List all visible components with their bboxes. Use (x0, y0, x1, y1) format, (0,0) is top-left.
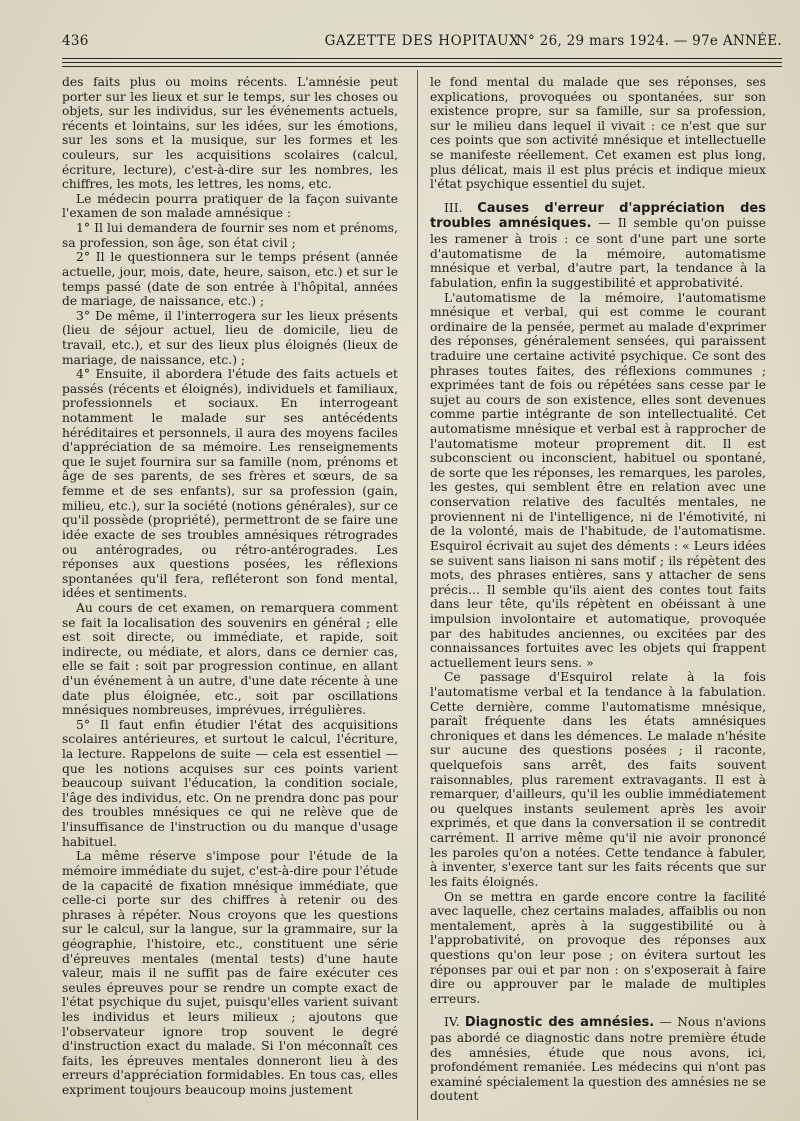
list-item: 5° Il faut enfin étudier l'état des acquisitions scolaires antérieures, et surtout le calcul, l'écriture, la lecture. Rappelons de suite — cela est essentiel — que les notions acquises sur ces points varient beaucoup suivant l'éducation, la condition sociale, l'âge des individus, etc. On ne prendra donc pas pour des troubles mnésiques ce qui ne relève que de l'insuffisance de l'instruction ou du manque d'usage habituel. (62, 717, 398, 849)
paragraph: On se mettra en garde encore contre la facilité avec laquelle, chez certains malades, affaiblis ou non mentalement, après à la suggestibilité ou à l'approbativité, on provoque des réponses aux questions qu'on leur pose ; on évitera surtout les réponses par oui et par non : on s'exposerait à faire dire ou approuver par le malade de multiples erreurs. (430, 889, 766, 1006)
section-title: Causes d'erreur d'appréciation des troubles amnésiques. (430, 200, 766, 232)
paragraph: Ce passage d'Esquirol relate à la fois l'automatisme verbal et la tendance à la fabulation. Cette dernière, comme l'automatisme mnésique, paraît fréquente dans les états amnésiques chroniques et dans les démences. Le malade n'hésite sur aucune des questions posées ; il raconte, quelquefois sans arrêt, des faits souvent raisonnables, plus rarement extravagants. Il est à remarquer, d'ailleurs, qu'il les oublie immédiatement ou quelques instants seulement après les avoir exprimés, et que dans la conversation il se contredit carrément. Il arrive même qu'il nie avoir prononcé les paroles qu'on a notées. Cette tendance à fabuler, à inventer, s'exerce tant sur les faits récents que sur les faits éloignés. (430, 670, 766, 889)
section-lead: — Nous n'avions pas abordé ce diagnostic dans notre première étude des amnésies, étude que nous avons, ici, profondément remaniée. Les médecins qui n'ont pas examiné spécialement la question des amnésies ne se doutent (430, 1015, 766, 1104)
header-rule (62, 58, 782, 59)
paragraph: L'automatisme de la mémoire, l'automatisme mnésique et verbal, qui est comme le courant ordinaire de la pensée, permet au malade d'exprimer des réponses, généralement sensées, qui paraissent traduire une certaine activité psychique. Ce sont des phrases toutes faites, des réflexions communes ; exprimées tant de fois ou répétées sans cesse par le sujet au cours de son existence, elles sont devenues comme partie intégrante de son intellectualité. Cet automatisme mnésique et verbal est à rapprocher de l'automatisme moteur proprement dit. Il est subconscient ou inconscient, habituel ou spontané, de sorte que les réponses, les remarques, les paroles, les gestes, qui semblent être en relation avec une conservation relative des facultés mentales, ne proviennent ni de l'intelligence, ni de l'émotivité, ni de la volonté, mais de l'habitude, de l'automatisme. Esquirol écrivait au sujet des déments : « Leurs idées se suivent sans liaison ni sans motif ; ils répètent des mots, des phrases entières, sans y attacher de sens précis... Il semble qu'ils aient des contes tout faits dans leur tête, qu'ils répètent en obéissant à une impulsion involontaire et automatique, provoquée par des habitudes anciennes, ou excitées par des connaissances fortuites avec les objets qui frappent actuellement leurs sens. » (430, 290, 766, 670)
header-rule (62, 66, 782, 67)
right-column (430, 75, 766, 1104)
journal-title: GAZETTE DES HOPITAUX (324, 33, 520, 49)
issue-info: N° 26, 29 mars 1924. — 97e ANNÉE. (515, 33, 782, 49)
section-lead: — Il semble qu'on puisse les ramener à trois : ce sont d'une part une sorte d'automatisme de la mémoire, automatisme mnésique et verbal, d'autre part, la tendance à la fabulation, enfin la suggestibilité et approbativité. (430, 216, 766, 290)
page-number: 436 (62, 33, 89, 49)
section-4-heading (430, 1015, 766, 1104)
list-item: 2° Il le questionnera sur le temps présent (année actuelle, jour, mois, date, heure, saison, etc.) et sur le temps passé (date de son entrée à l'hôpital, années de mariage, de naissance, etc.) ; (62, 250, 398, 309)
paragraph: Au cours de cet examen, on remarquera comment se fait la localisation des souvenirs en général ; elle est soit directe, ou immédiate, et rapide, soit indirecte, ou médiate, et alors, dans ce dernier cas, elle se fait : soit par progression continue, en allant d'un événement à un autre, d'une date récente à une date plus éloignée, etc., soit par oscillations mnésiques nombreuses, imprévues, irrégulières. (62, 600, 398, 718)
paragraph: La même réserve s'impose pour l'étude de la mémoire immédiate du sujet, c'est-à-dire pour l'étude de la capacité de fixation mnésique immédiate, que celle-ci porte sur des chiffres à retenir ou des phrases à répéter. Nous croyons que les questions sur le calcul, sur la langue, sur la grammaire, sur la géographie, l'histoire, etc., constituent une série d'épreuves mentales (mental tests) d'une haute valeur, mais il ne suffit pas de faire exécuter ces seules épreuves pour se rendre un compte exact de l'état psychique du sujet, puisqu'elles varient suivant les individus et leurs milieux ; ajoutons que l'observateur ignore trop souvent le degré d'instruction exact du malade. Si l'on méconnaît ces faits, les épreuves mentales donneront lieu à des erreurs d'appréciation formidables. En tous cas, elles expriment toujours beaucoup moins justement (62, 849, 398, 1098)
running-header (62, 33, 782, 55)
list-item: 1° Il lui demandera de fournir ses nom et prénoms, sa profession, son âge, son état civil ; (62, 221, 398, 250)
paragraph: Le médecin pourra pratiquer de la façon suivante l'examen de son malade amnésique : (62, 191, 398, 221)
paragraph: des faits plus ou moins récents. L'amnésie peut porter sur les lieux et sur le temps, sur les choses ou objets, sur les individus, sur les événements actuels, récents et lointains, sur les idées, sur les émotions, sur les sons et la musique, sur les formes et les couleurs, sur les acquisitions scolaires (calcul, écriture, lecture), c'est-à-dire sur les nombres, les chiffres, les mots, les lettres, les noms, etc. (62, 75, 398, 192)
list-item: 3° De même, il l'interrogera sur les lieux présents (lieu de séjour actuel, lieu de domicile, lieu de travail, etc.), et sur des lieux plus éloignés (lieux de mariage, de naissance, etc.) ; (62, 308, 398, 367)
header-rule (62, 62, 782, 63)
section-number: III. (444, 200, 463, 215)
section-title: Diagnostic des amnésies. (464, 1015, 655, 1031)
paragraph: le fond mental du malade que ses réponses, ses explications, provoquées ou spontanées, sur son existence propre, sur sa famille, sur sa profession, sur le milieu dans lequel il vivait : ce n'est que sur ces points que son activité mnésique et intellectuelle se manifeste réellement. Cet examen est plus long, plus délicat, mais il est plus précis et indique mieux l'état psychique essentiel du sujet. (430, 75, 766, 192)
left-column (62, 75, 398, 1098)
section-3-heading (430, 201, 766, 291)
section-number: IV. (444, 1015, 460, 1030)
column-divider (417, 70, 418, 1120)
list-item: 4° Ensuite, il abordera l'étude des faits actuels et passés (récents et éloignés), individuels et familiaux, professionnels et sociaux. En interrogeant notamment le malade sur ses antécédents héréditaires et personnels, il aura des moyens faciles d'appréciation de sa mémoire. Les renseignements que le sujet fournira sur sa famille (nom, prénoms et âge de ses parents, de ses frères et sœurs, de sa femme et de ses enfants), sur sa profession (gain, milieu, etc.), sur la société (notions générales), sur ce qu'il possède (propriété), permettront de se faire une idée exacte de ses troubles amnésiques rétrogrades ou antérogrades, ou rétro-antérogrades. Les réponses aux questions posées, les réflexions spontanées qu'il fera, refléteront son fond mental, idées et sentiments. (62, 367, 398, 601)
